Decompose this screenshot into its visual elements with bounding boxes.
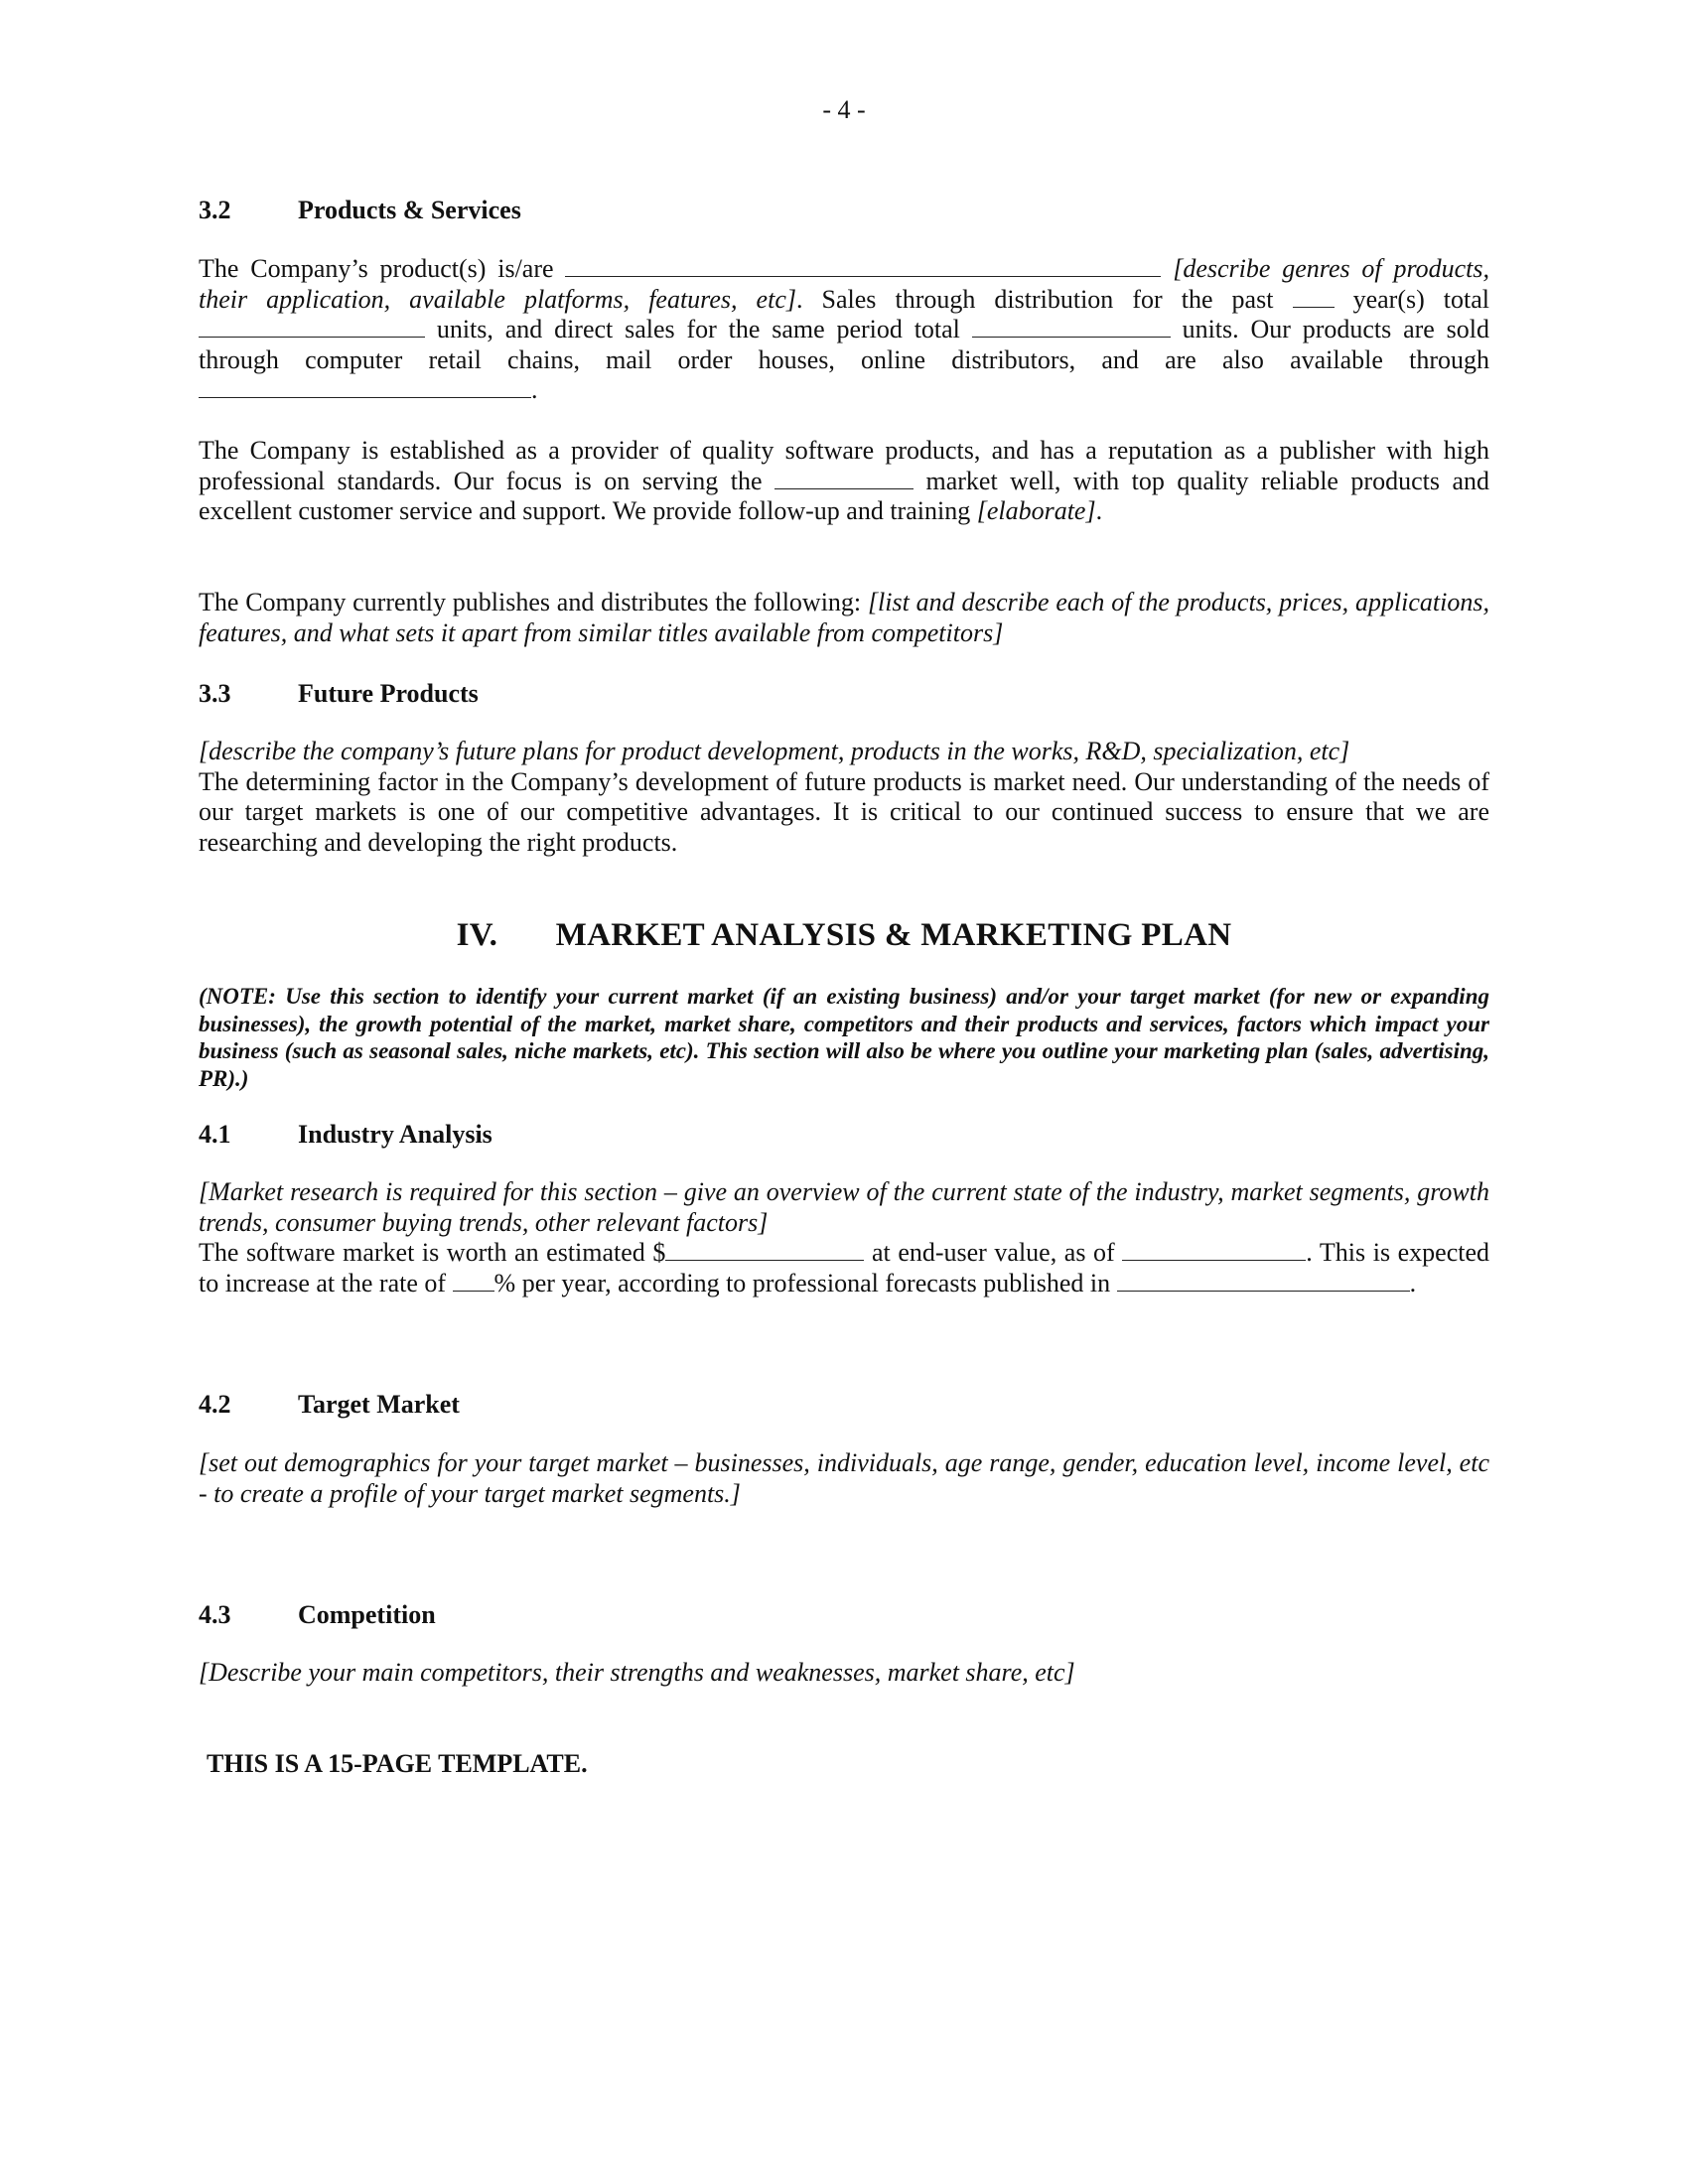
instruction-paragraph: [set out demographics for your target market – businesses, individuals, age range, gender, education level, income level, etc - to create a profile of your target market segments.] [199,1448,1489,1508]
paragraph-future [199,737,1489,858]
section-title: Industry Analysis [298,1120,492,1149]
section-4-2 [199,1389,1489,1421]
roman-numeral: IV. [456,917,498,953]
fill-in-blank [1293,285,1335,308]
instruction-text: [describe genres of products, their application, available platforms, features, etc] [199,254,1490,314]
instruction-paragraph: [Market research is required for this section – give an overview of the current state of the industry, market segments, growth trends, consumer buying trends, other relevant factors] [199,1177,1489,1237]
note-paragraph: (NOTE: Use this section to identify your current market (if an existing business) and/or your target market (for new or expanding businesses), the growth potential of the market, market share, competitors and their products and services, factors which impact your business (such as seasonal sales, niche markets, etc). This section will also be where you outline your marketing plan (sales, advertising, PR).) [199,984,1489,1091]
text: . [1409,1268,1417,1297]
fill-in-blank [1122,1238,1306,1261]
paragraph-products [199,254,1489,406]
instruction-paragraph: [describe the company’s future plans for product development, products in the works, R&D, specialization, etc] [199,737,1350,765]
section-number: 4.1 [199,1120,231,1149]
section-number: 3.3 [199,679,231,708]
fill-in-blank [665,1238,864,1261]
fill-in-blank [199,375,531,398]
paragraph-reputation [199,436,1489,527]
text: market well, with top quality reliable products and excellent customer service and support. We provide follow-up and training [199,466,1489,525]
template-notice-text: THIS IS A 15-PAGE TEMPLATE. [207,1749,588,1778]
paragraph-competition [199,1658,1489,1689]
major-section-title [199,915,1489,955]
section-title: Target Market [298,1390,460,1419]
text: units, and direct sales for the same period total [436,315,960,343]
text: The software market is worth an estimated $ [199,1238,666,1267]
section-4-3 [199,1599,1489,1631]
text: . Sales through distribution for the past [795,284,1274,314]
page-number: - 4 - [822,95,866,124]
text: The Company currently publishes and distributes the following: [199,588,862,616]
section-4-1 [199,1119,1489,1151]
section-heading [199,1599,1489,1631]
section-heading [199,1389,1489,1421]
instruction-text: [elaborate] [976,496,1096,525]
paragraph [199,436,1489,527]
section-number: 3.2 [199,196,231,224]
paragraph-target [199,1448,1489,1509]
text: . This is expected to increase at the rate of [199,1238,1490,1297]
section-heading [199,678,1489,710]
section-number: 4.2 [199,1390,231,1419]
paragraph [199,254,1489,406]
paragraph-publishes [199,588,1489,648]
text: The Company’s product(s) is/are [199,254,554,283]
section-title: Future Products [298,679,479,708]
fill-in-blank [774,467,914,489]
section-heading [199,1119,1489,1151]
section-title: Competition [298,1600,436,1629]
instruction-paragraph: [Describe your main competitors, their strengths and weaknesses, market share, etc] [199,1658,1075,1687]
section-3-3 [199,678,1489,710]
paragraph [199,1238,1489,1298]
text: . [1095,496,1103,525]
document-page [199,0,1489,2184]
text: . [531,375,538,404]
paragraph [199,588,1489,648]
section-title-text: MARKET ANALYSIS & MARKETING PLAN [555,917,1232,953]
text: year(s) total [1352,284,1490,314]
text: at end-user value, as of [871,1238,1115,1267]
paragraph-industry [199,1177,1489,1298]
instruction-text: [list and describe each of the products, prices, applications, features, and what sets it apart from similar titles available from competitors] [199,588,1489,647]
fill-in-blank [1117,1269,1410,1292]
section-3-2 [199,195,1489,226]
section-number: 4.3 [199,1600,231,1629]
section-heading [199,195,1489,226]
text: units. Our products are sold through computer retail chains, mail order houses, online distributors, and are also available through [199,315,1490,374]
template-notice [207,1748,1497,1780]
paragraph: The determining factor in the Company’s development of future products is market need. Our understanding of the needs of our target markets is one of our competitive advantages. It is critical to our continued success to ensure that we are researching and developing the right products. [199,766,1489,857]
fill-in-blank [453,1269,494,1292]
section-iv [199,915,1489,955]
fill-in-blank [565,254,1161,277]
section-title: Products & Services [298,196,521,224]
fill-in-blank [972,315,1171,338]
fill-in-blank [199,315,425,338]
section-note [199,983,1489,1092]
text: % per year, according to professional forecasts published in [493,1268,1111,1297]
text: The Company is established as a provider of quality software products, and has a reputation as a publisher with high professional standards. Our focus is on serving the [199,436,1489,495]
